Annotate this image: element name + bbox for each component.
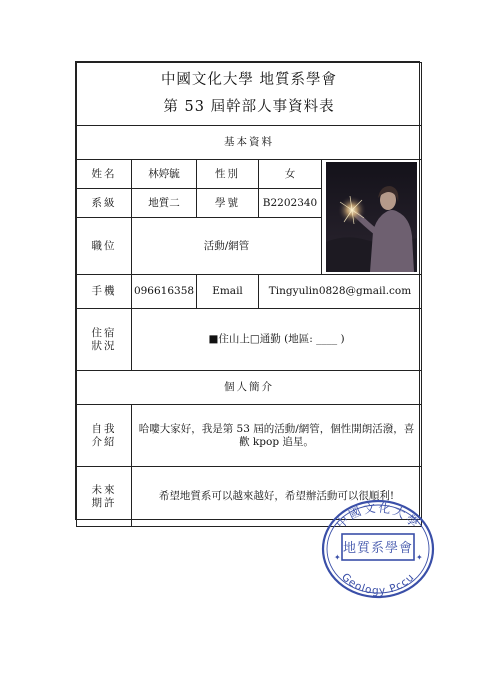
seal-left-star-icon: ✦	[334, 553, 341, 562]
expect-label	[77, 467, 132, 527]
intro-label	[77, 405, 132, 467]
gender-label: 性別	[197, 160, 259, 189]
expect-label-line2: 期許	[91, 496, 117, 509]
section-basic-info: 基本資料	[77, 126, 422, 160]
form-title-org: 中國文化大學 地質系學會	[160, 72, 338, 88]
form-title-doc: 第 53 屆幹部人事資料表	[163, 99, 335, 115]
email-label: Email	[197, 275, 259, 309]
phone-label: 手機	[77, 275, 132, 309]
residence-label-line2: 狀況	[91, 339, 117, 352]
section-profile: 個人簡介	[77, 371, 422, 405]
residence-label	[77, 309, 132, 371]
name-label: 姓名	[77, 160, 132, 189]
email-value: Tingyulin0828@gmail.com	[259, 275, 422, 309]
seal-top-text: 中國文化大學	[333, 500, 423, 532]
dept-label: 系級	[77, 189, 132, 218]
form-header	[77, 63, 422, 126]
expect-text: 希望地質系可以越來越好，希望辦活動可以很順利!	[132, 467, 422, 527]
profile-photo	[326, 162, 417, 272]
seal-right-star-icon: ✦	[416, 553, 423, 562]
seal-center-text: 地質系學會	[342, 541, 414, 556]
name-value: 林婷毓	[132, 160, 197, 189]
svg-text:Geology Pccu	[339, 571, 417, 597]
phone-value: 096616358	[132, 275, 197, 309]
form-table	[76, 62, 422, 527]
expect-label-line1: 未來	[91, 483, 117, 496]
intro-label-line1: 自我	[91, 422, 117, 435]
student-id-label: 學號	[197, 189, 259, 218]
student-id-value: B2202340	[259, 189, 322, 218]
photo-cell	[322, 160, 422, 275]
dept-value: 地質二	[132, 189, 197, 218]
residence-value: ■住山上□通勤 (地區: ____ )	[132, 309, 422, 371]
personnel-form	[75, 61, 420, 520]
intro-text: 哈嘍大家好，我是第 53 屆的活動/網管，個性開朗活潑，喜歡 kpop 追星。	[132, 405, 422, 467]
society-seal-stamp	[320, 498, 436, 600]
intro-label-line2: 介紹	[91, 435, 117, 448]
position-value: 活動/網管	[132, 218, 322, 275]
residence-label-line1: 住宿	[91, 326, 117, 339]
seal-bottom-text: Geology Pccu	[338, 571, 417, 598]
gender-value: 女	[259, 160, 322, 189]
position-label: 職位	[77, 218, 132, 275]
